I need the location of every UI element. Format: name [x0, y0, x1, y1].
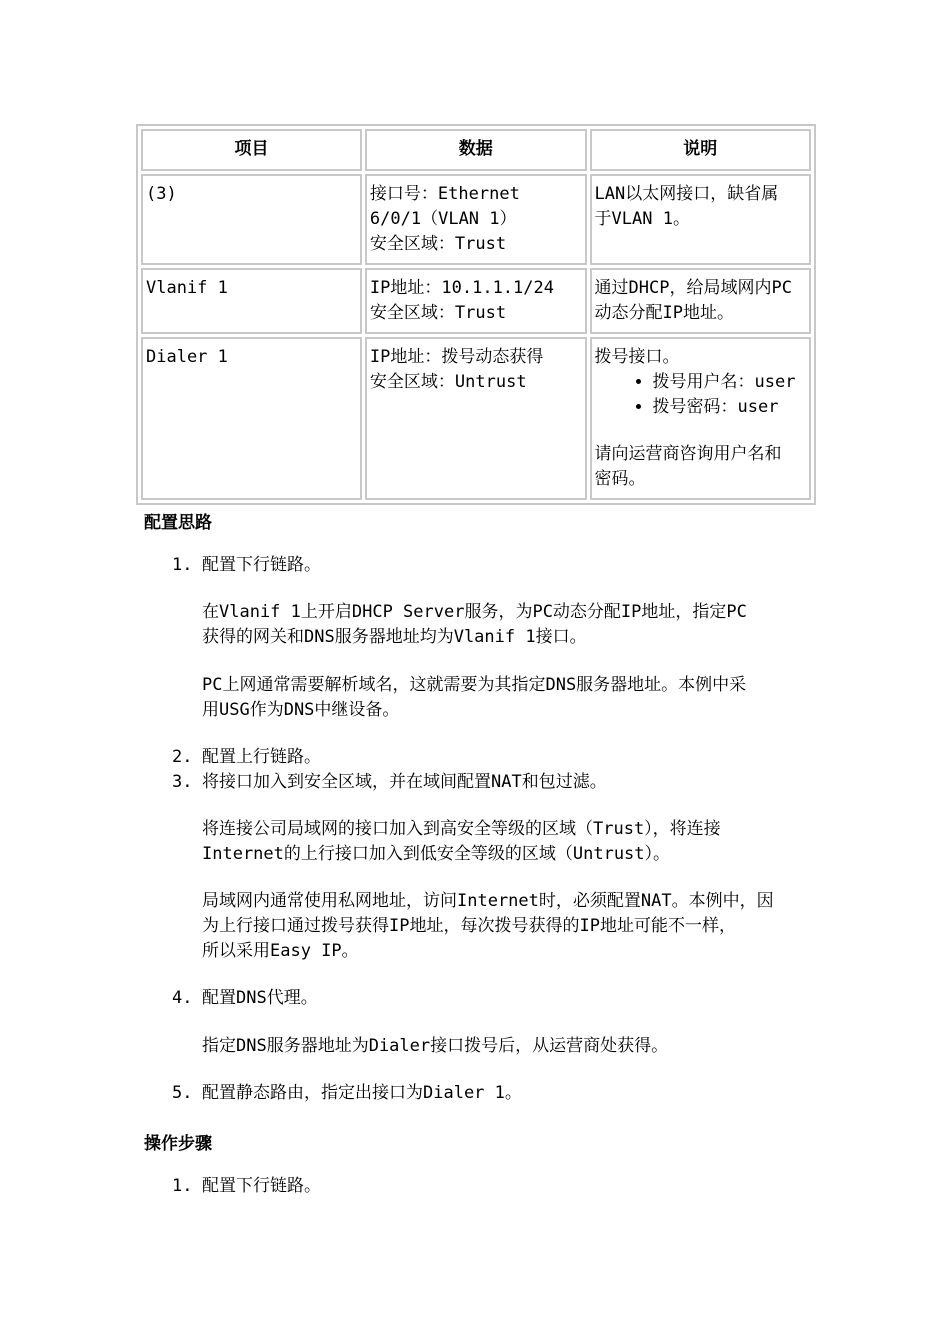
para-line: 用USG作为DNS中继设备。 [202, 700, 400, 720]
paragraph [202, 1034, 822, 1059]
section-title: 操作步骤 [144, 1134, 212, 1154]
list-number: 3. [172, 772, 193, 792]
cell-line: 安全区域：Trust [369, 303, 507, 323]
cell-line: 密码。 [594, 469, 646, 489]
cell-line: 接口号：Ethernet [369, 184, 520, 204]
cell-item: Dialer 1 [141, 337, 362, 500]
para-line: Internet的上行接口加入到低安全等级的区域（Untrust）。 [202, 844, 671, 864]
cell-line: 6/0/1（VLAN 1） [369, 209, 517, 229]
bullet-list [595, 370, 806, 420]
list-text: 配置上行链路。 [202, 747, 321, 767]
cell-line: 动态分配IP地址。 [594, 303, 735, 323]
para-line: 获得的网关和DNS服务器地址均为Vlanif 1接口。 [202, 627, 587, 647]
para-line: 所以采用Easy IP。 [202, 941, 359, 961]
list-number: 1. [172, 555, 193, 575]
header-desc: 说明 [590, 129, 811, 171]
paragraph [202, 889, 822, 964]
table-row [141, 268, 811, 334]
list-number: 5. [172, 1083, 193, 1103]
cell-line: 安全区域：Untrust [369, 372, 527, 392]
cell-data [365, 174, 587, 265]
list-text: 配置下行链路。 [202, 555, 321, 575]
list-item: • 拨号用户名：user [653, 370, 806, 395]
paragraph [202, 600, 822, 650]
section-title: 配置思路 [144, 513, 212, 533]
list-text: 配置下行链路。 [202, 1176, 321, 1196]
cell-item: (3) [141, 174, 362, 265]
table-row [141, 337, 811, 500]
list-text: 配置DNS代理。 [202, 988, 318, 1008]
cell-data [365, 268, 587, 334]
header-item: 项目 [141, 129, 362, 171]
list-text: 配置静态路由，指定出接口为Dialer 1。 [202, 1083, 522, 1103]
cell-line: 安全区域：Trust [369, 234, 507, 254]
cell-desc [590, 268, 811, 334]
interface-data-table [136, 124, 816, 505]
para-line: 局域网内通常使用私网地址，访问Internet时，必须配置NAT。本例中，因 [202, 891, 774, 911]
cell-line: LAN以太网接口，缺省属 [594, 184, 779, 204]
paragraph [202, 817, 822, 867]
para-line: 指定DNS服务器地址为Dialer接口拨号后，从运营商处获得。 [202, 1036, 669, 1056]
list-item: • 拨号密码：user [653, 395, 806, 420]
table-row [141, 174, 811, 265]
list-number: 2. [172, 747, 193, 767]
list-text: 将接口加入到安全区域，并在域间配置NAT和包过滤。 [202, 772, 607, 792]
para-line: 在Vlanif 1上开启DHCP Server服务，为PC动态分配IP地址，指定PC [202, 602, 747, 622]
para-line: 将连接公司局域网的接口加入到高安全等级的区域（Trust），将连接 [202, 819, 721, 839]
para-line: PC上网通常需要解析域名，这就需要为其指定DNS服务器地址。本例中采 [202, 675, 747, 695]
cell-line: IP地址：10.1.1.1/24 [369, 278, 554, 298]
cell-line: 拨号接口。 [594, 347, 680, 367]
cell-line: IP地址：拨号动态获得 [369, 347, 544, 367]
para-line: 为上行接口通过拨号获得IP地址，每次拨号获得的IP地址可能不一样， [202, 916, 736, 936]
cell-line: 通过DHCP，给局域网内PC [594, 278, 792, 298]
table-header-row [141, 129, 811, 171]
cell-desc [590, 174, 811, 265]
list-number: 1. [172, 1176, 193, 1196]
cell-data [365, 337, 587, 500]
paragraph [202, 673, 822, 723]
cell-item: Vlanif 1 [141, 268, 362, 334]
cell-desc [590, 337, 811, 500]
cell-line: 于VLAN 1。 [594, 209, 690, 229]
cell-line: 请向运营商咨询用户名和 [594, 444, 782, 464]
header-data: 数据 [365, 129, 587, 171]
list-number: 4. [172, 988, 193, 1008]
